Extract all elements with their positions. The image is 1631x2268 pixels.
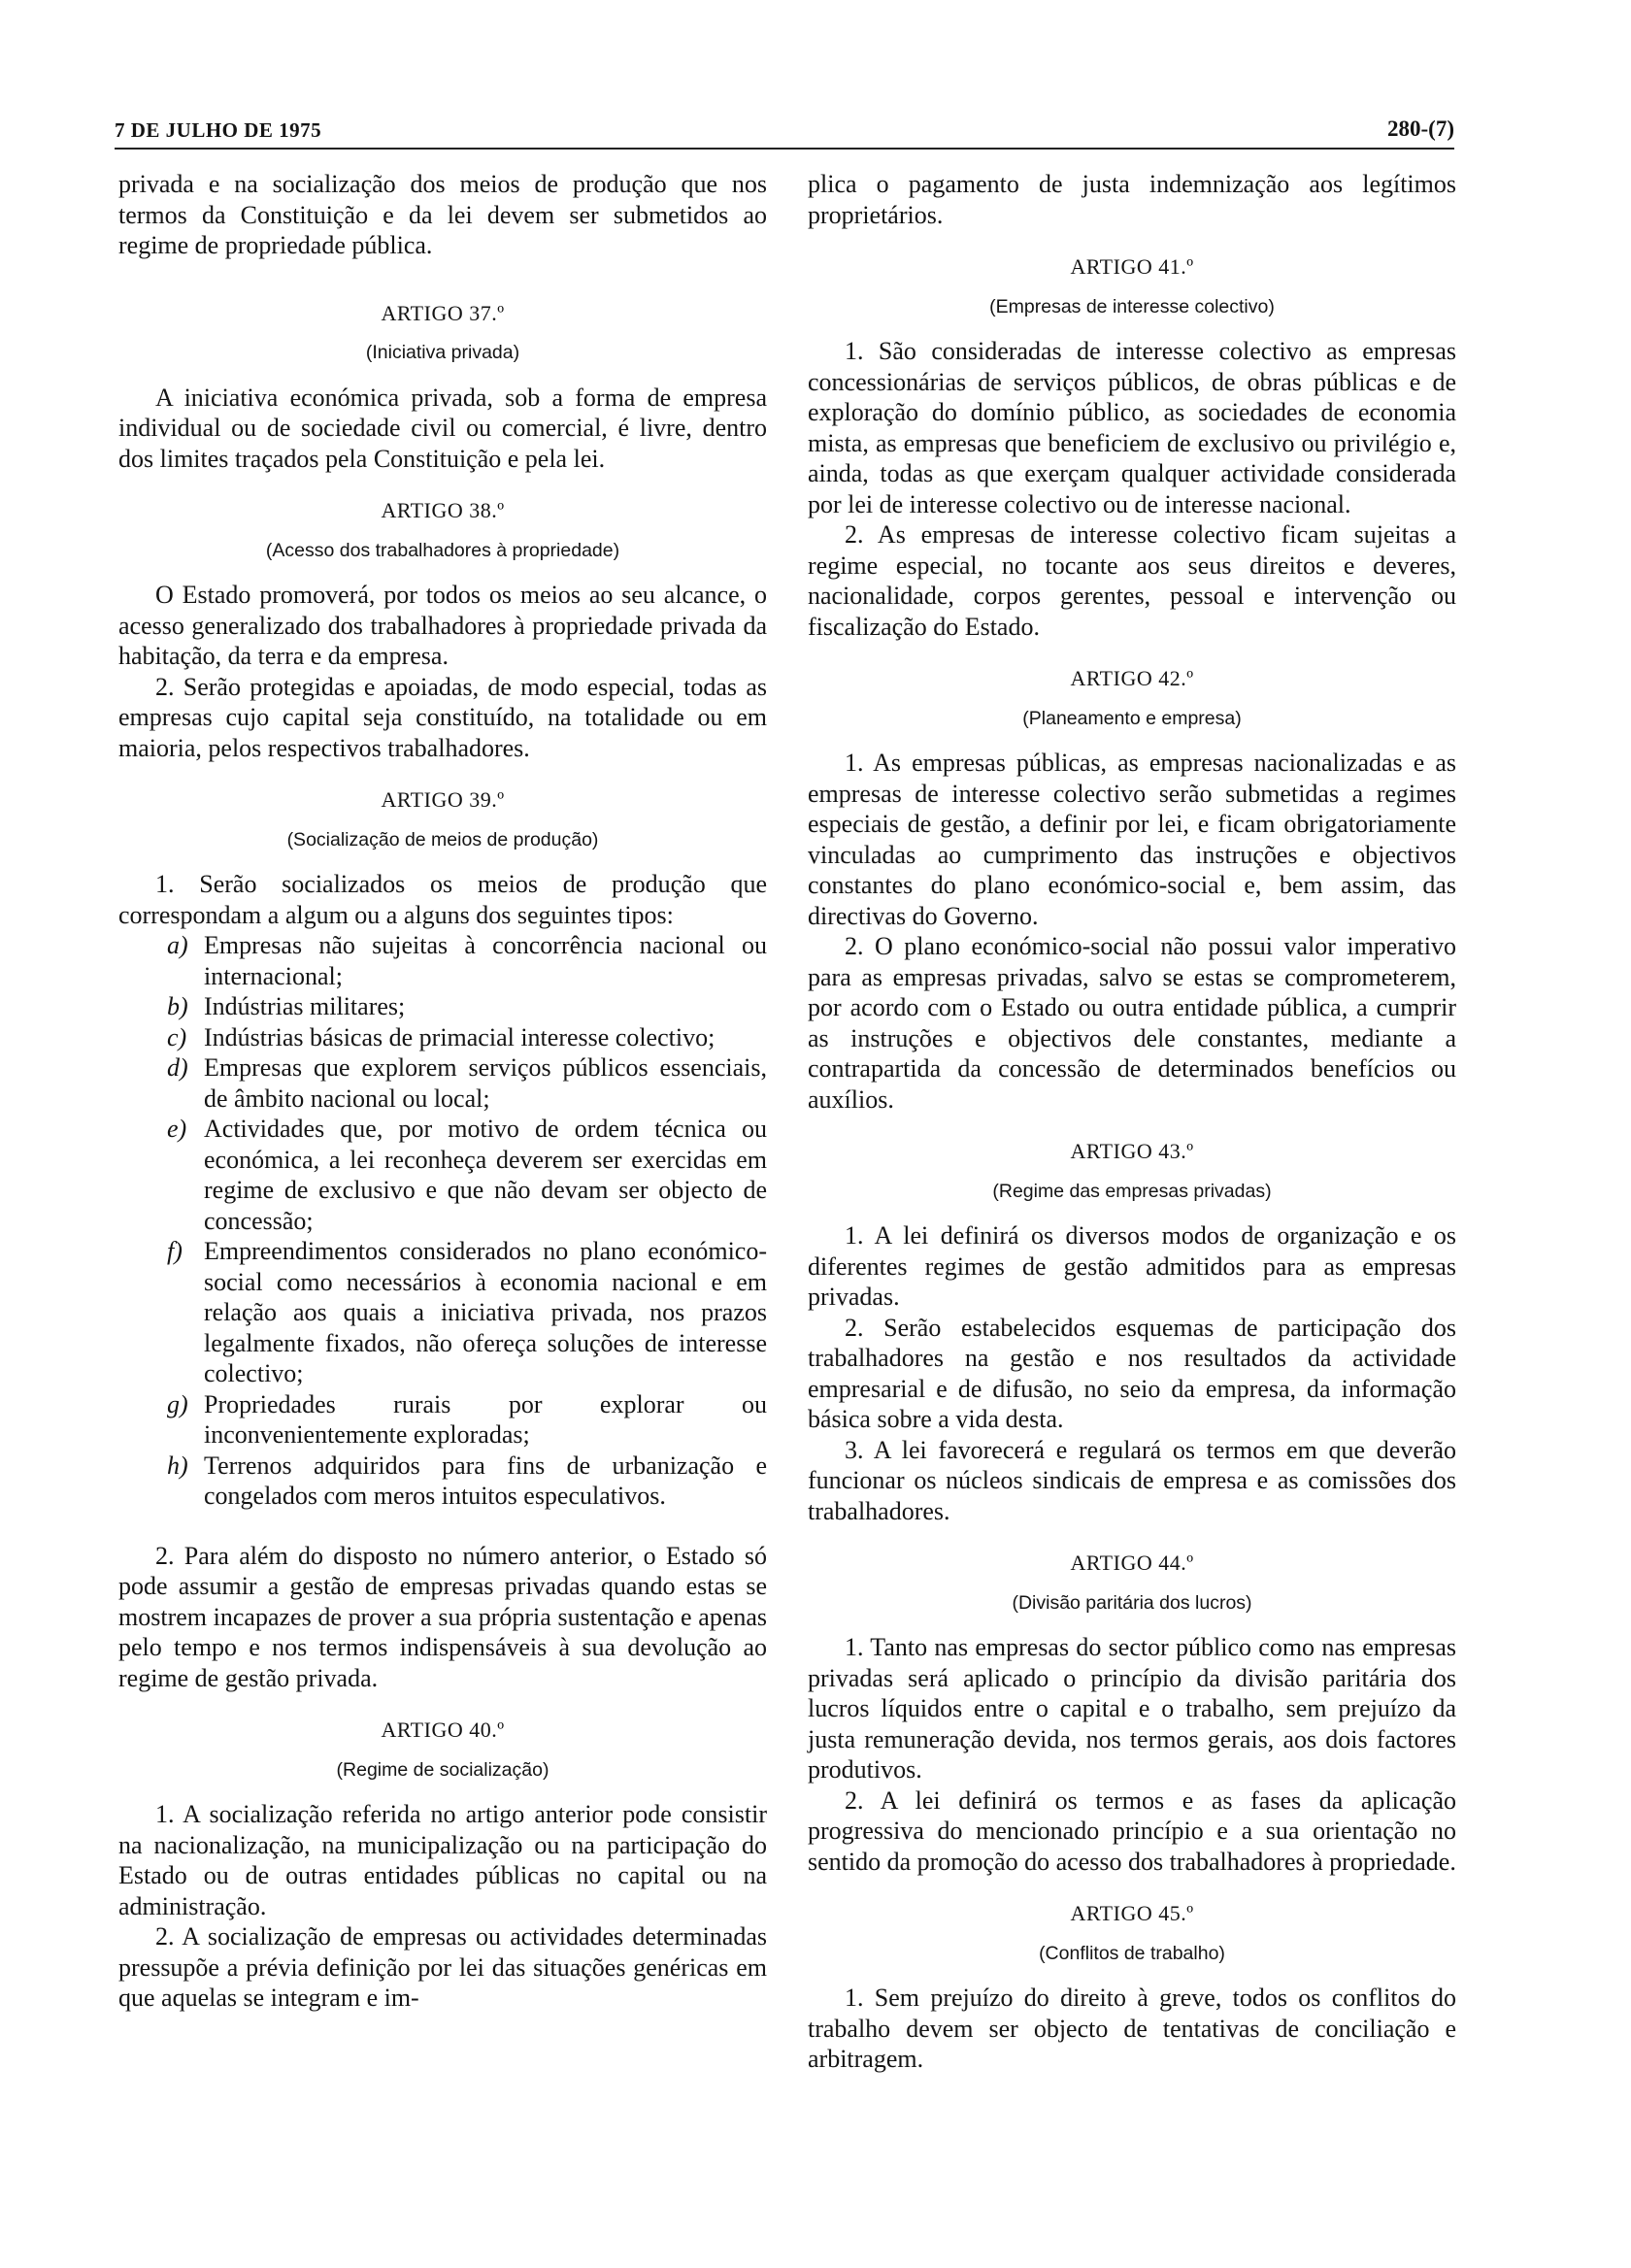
article-39-title: ARTIGO 39.º (381, 787, 505, 812)
article-38-paragraph-1: O Estado promoverá, por todos os meios ao seu alcance, o acesso generalizado dos trabalhadores à propriedade privada da habitação, da terra e da empresa. (118, 581, 767, 670)
header-date: 7 DE JULHO DE 1975 (115, 118, 322, 142)
article-38-subtitle: (Acesso dos trabalhadores à propriedade) (265, 539, 620, 561)
article-40-title: ARTIGO 40.º (381, 1718, 505, 1742)
article-45-title: ARTIGO 45.º (1070, 1901, 1194, 1925)
article-39-paragraph-2: 2. Para além do disposto no número anterior, o Estado só pode assumir a gestão de empresas privadas quando estas se mostrem incapazes de prover a sua própria sustentação e apenas pelo tempo e nos termos indispensáveis à sua devolução ao regime de gestão privada. (118, 1541, 767, 1692)
article-43-title: ARTIGO 43.º (1070, 1139, 1194, 1163)
list-item (118, 1451, 767, 1512)
continued-paragraph: plica o pagamento de justa indemnização aos legítimos proprietários. (808, 170, 1456, 229)
article-45-subtitle: (Conflitos de trabalho) (1039, 1942, 1225, 1964)
list-item-label: g) (167, 1389, 188, 1418)
article-42-paragraph-1: 1. As empresas públicas, as empresas nacionalizadas e as empresas de interesse colectivo serão submetidas a regimes especiais de gestão, a definir por lei, e ficam obrigatoriamente vinculadas ao cumprimento das instruções e objectivos constantes do plano económico-social e, bem assim, das directivas do Governo. (808, 749, 1456, 930)
article-38-title: ARTIGO 38.º (381, 498, 505, 522)
article-39-subtitle: (Socialização de meios de produção) (286, 828, 599, 850)
list-item (118, 1236, 767, 1389)
list-item-text: Terrenos adquiridos para fins de urbanização e congelados com meros intuitos especulativos. (204, 1451, 767, 1510)
right-column (808, 169, 1456, 2075)
list-item-label: c) (167, 1022, 187, 1051)
article-44-subtitle: (Divisão paritária dos lucros) (1012, 1591, 1252, 1614)
article-43-paragraph-1: 1. A lei definirá os diversos modos de organização e os diferentes regimes de gestão admitidos para as empresas privadas. (808, 1221, 1456, 1311)
continued-paragraph: privada e na socialização dos meios de produção que nos termos da Constituição e da lei devem ser submetidos ao regime de propriedade pública. (118, 170, 767, 259)
list-item-label: d) (167, 1053, 188, 1082)
article-43-paragraph-3: 3. A lei favorecerá e regulará os termos em que deverão funcionar os núcleos sindicais de empresa e as comissões dos trabalhadores. (808, 1435, 1456, 1525)
list-item (118, 991, 767, 1022)
article-40-subtitle: (Regime de socialização) (336, 1758, 549, 1781)
article-41-paragraph-2: 2. As empresas de interesse colectivo ficam sujeitas a regime especial, no tocante aos seus direitos e deveres, nacionalidade, corpos gerentes, pessoal e intervenção ou fiscalização do Estado. (808, 520, 1456, 641)
list-item-text: Empresas que explorem serviços públicos essenciais, de âmbito nacional ou local; (204, 1053, 767, 1113)
list-item-label: f) (167, 1237, 183, 1265)
list-item-label: e) (167, 1115, 187, 1143)
article-43-paragraph-2: 2. Serão estabelecidos esquemas de participação dos trabalhadores na gestão e nos resultados da actividade empresarial e de difusão, no seio da empresa, da informação básica sobre a vida desta. (808, 1313, 1456, 1433)
left-column (118, 169, 767, 2014)
article-40-paragraph-2: 2. A socialização de empresas ou actividades determinadas pressupõe a prévia definição por lei das situações genéricas em que aquelas se integram e im- (118, 1922, 767, 2012)
page-header (115, 113, 1454, 150)
article-45-paragraph-1: 1. Sem prejuízo do direito à greve, todos os conflitos do trabalho devem ser objecto de tentativas de conciliação e arbitragem. (808, 1984, 1456, 2073)
article-40-paragraph-1: 1. A socialização referida no artigo anterior pode consistir na nacionalização, na municipalização ou na participação do Estado ou de outras entidades públicas no capital ou na administração. (118, 1800, 767, 1920)
article-39-list (118, 930, 767, 1512)
list-item-text: Propriedades rurais por explorar ou inconvenientemente exploradas; (204, 1389, 767, 1449)
list-item-text: Actividades que, por motivo de ordem técnica ou económica, a lei reconheça deverem ser exercidas em regime de exclusivo e que não devam ser objecto de concessão; (204, 1115, 767, 1235)
article-37-subtitle: (Iniciativa privada) (365, 342, 520, 363)
article-44-paragraph-1: 1. Tanto nas empresas do sector público como nas empresas privadas será aplicado o princípio da divisão paritária dos lucros líquidos entre o capital e o trabalho, sem prejuízo da justa remuneração devida, nos termos gerais, aos dois factores produtivos. (808, 1633, 1456, 1784)
article-42-paragraph-2: 2. O plano económico-social não possui valor imperativo para as empresas privadas, salvo se estas se comprometerem, por acordo com o Estado ou outra entidade pública, a cumprir as instruções e objectivos dele constantes, mediante a contrapartida da concessão de determinados benefícios ou auxílios. (808, 932, 1456, 1114)
list-item-text: Indústrias militares; (204, 992, 406, 1020)
article-41-paragraph-1: 1. São consideradas de interesse colectivo as empresas concessionárias de serviços públicos, de obras públicas e de exploração do domínio público, as sociedades de economia mista, as empresas que beneficiem de exclusivo ou privilégio e, ainda, todas as que exerçam qualquer actividade considerada por lei de interesse colectivo ou de interesse nacional. (808, 337, 1456, 518)
article-39-paragraph-1: 1. Serão socializados os meios de produção que correspondam a algum ou a alguns dos seguintes tipos: (118, 870, 767, 929)
list-item (118, 1114, 767, 1236)
list-item-text: Indústrias básicas de primacial interesse colectivo; (204, 1022, 716, 1051)
article-42-subtitle: (Planeamento e empresa) (1022, 707, 1242, 729)
article-44-paragraph-2: 2. A lei definirá os termos e as fases da aplicação progressiva do mencionado princípio e a sua orientação no sentido da promoção do acesso dos trabalhadores à propriedade. (808, 1785, 1456, 1876)
article-41-title: ARTIGO 41.º (1070, 254, 1194, 279)
list-item (118, 930, 767, 991)
article-42-title: ARTIGO 42.º (1070, 666, 1194, 690)
list-item-label: b) (167, 992, 188, 1020)
list-item (118, 1022, 767, 1053)
list-item-text: Empreendimentos considerados no plano económico-social como necessários à economia nacional e em relação aos quais a iniciativa privada, nos prazos legalmente fixados, não ofereça soluções de interesse colectivo; (204, 1237, 767, 1387)
list-item (118, 1052, 767, 1114)
list-item-label: h) (167, 1451, 188, 1480)
list-item-text: Empresas não sujeitas à concorrência nacional ou internacional; (204, 931, 767, 990)
list-item (118, 1389, 767, 1451)
page-number: 280-(7) (1387, 117, 1454, 141)
article-38-paragraph-2: 2. Serão protegidas e apoiadas, de modo especial, todas as empresas cujo capital seja constituído, na totalidade ou em maioria, pelos respectivos trabalhadores. (118, 672, 767, 762)
article-41-subtitle: (Empresas de interesse colectivo) (989, 295, 1275, 317)
article-37-paragraph: A iniciativa económica privada, sob a forma de empresa individual ou de sociedade civil ou comercial, é livre, dentro dos limites traçados pela Constituição e pela lei. (118, 383, 767, 473)
article-43-subtitle: (Regime das empresas privadas) (992, 1180, 1272, 1202)
article-44-title: ARTIGO 44.º (1070, 1551, 1194, 1575)
list-item-label: a) (167, 931, 188, 959)
article-37-title: ARTIGO 37.º (381, 300, 505, 325)
